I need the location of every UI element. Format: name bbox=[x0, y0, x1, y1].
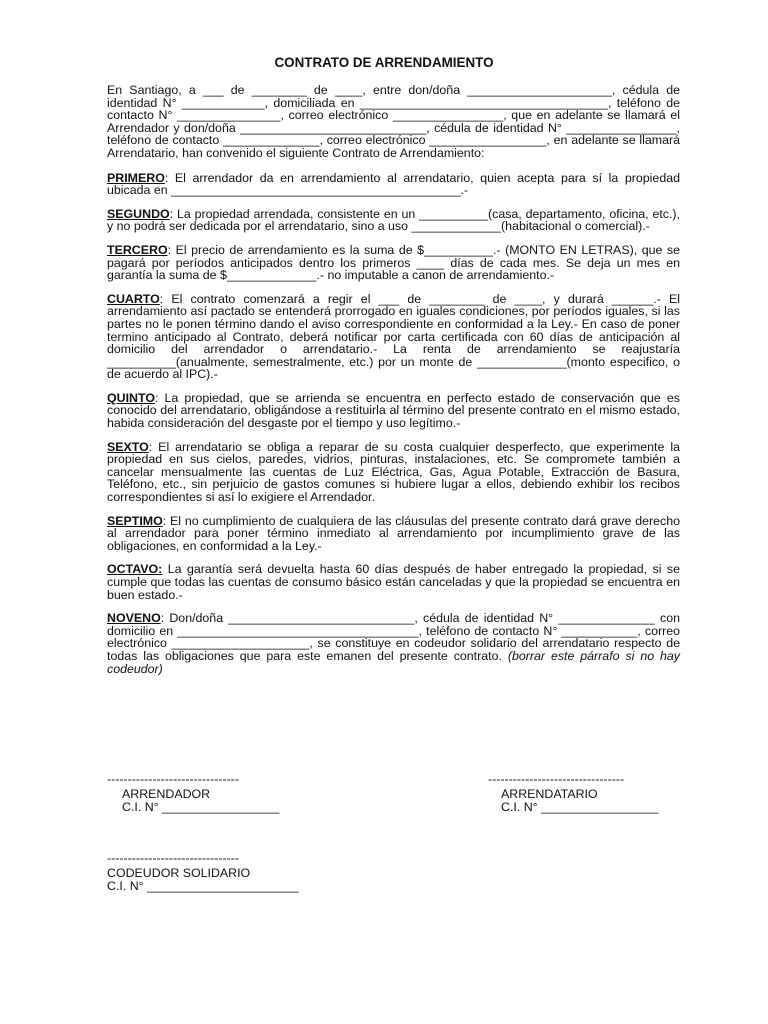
clause-octavo bbox=[107, 563, 680, 601]
clause-text: La garantía será devuelta hasta 60 días después de haber entregado la propiedad, si se cumple que todas las cuentas de consumo básico están canceladas y que la propiedad se encuentra en buen estado.- bbox=[107, 562, 680, 602]
signature-label: ARRENDATARIO bbox=[501, 787, 598, 801]
clause-tercero bbox=[107, 244, 680, 282]
clause-noveno bbox=[107, 612, 680, 675]
clause-heading: NOVENO bbox=[107, 611, 161, 626]
clause-text: : El arrendatario se obliga a reparar de su costa cualquier desperfecto, que experimente la propiedad en sus cielos, paredes, vidrios, pinturas, instalaciones, etc. Se compromete también a cancelar mensualmente las cuentas de Luz Eléctrica, Gas, Agua Potable, Extracción de Basura, Teléfono, etc., sin perjuicio de gastos comunes si hubiere lugar a ellos, debiendo exhibir los recibos correspondientes si así lo exigiere el Arrendador. bbox=[107, 439, 680, 505]
clause-heading: CUARTO bbox=[107, 291, 160, 306]
clause-segundo bbox=[107, 208, 680, 233]
clause-heading: QUINTO bbox=[107, 390, 155, 405]
clause-heading: SEPTIMO bbox=[107, 513, 163, 528]
signature-ci: C.I. N° _________________ bbox=[501, 800, 659, 814]
clause-text: : La propiedad arrendada, consistente en un __________(casa, departamento, oficina, etc.), y no podrá ser dedicada por el arrendatario, sino a uso _____________(habitacional o comercial).- bbox=[107, 206, 680, 234]
document-title: CONTRATO DE ARRENDAMIENTO bbox=[274, 55, 494, 70]
clause-primero bbox=[107, 172, 680, 197]
clause-septimo bbox=[107, 515, 680, 553]
clause-heading: SEGUNDO bbox=[107, 206, 170, 221]
codeudor-note: (borrar este párrafo si no hay codeudor) bbox=[107, 648, 680, 676]
clause-text: : El no cumplimiento de cualquiera de las cláusulas del presente contrato dará grave derecho al arrendador para poner término inmediato al arrendamiento por incumplimiento grave de las obligaciones, en conformidad a la Ley.- bbox=[107, 513, 680, 553]
signature-line: --------------------------------- bbox=[488, 772, 625, 786]
clause-text: : El contrato comenzará a regir el ___ de ________ de ____, y durará ______.- El arrendamiento así pactado se entenderá prorrogado en iguales condiciones, por períodos iguales, si las partes no le ponen término dando el aviso correspondiente en conformidad a la Ley.- En caso de poner termino anticipado al Contrato, deberá notificar por carta certificada con 60 días de anticipación al domicilio del arrendador o arrendatario.- La renta de arrendamiento se reajustaría __________(anualmente, semestralmente, etc.) por un monte de _____________(monto especifico, o de acuerdo al IPC).- bbox=[107, 291, 680, 382]
signature-line: -------------------------------- bbox=[107, 851, 240, 865]
signature-label: CODEUDOR SOLIDARIO bbox=[107, 866, 251, 880]
contract-body bbox=[107, 84, 680, 686]
clause-heading: SEXTO bbox=[107, 439, 149, 454]
clause-heading: TERCERO bbox=[107, 242, 168, 257]
signature-line: -------------------------------- bbox=[107, 772, 240, 786]
clause-quinto bbox=[107, 392, 680, 430]
intro-paragraph: En Santiago, a ___ de ________ de ____, entre don/doña _____________________, cédula de identidad N° ____________, domiciliada en ____________________________________, teléfono de contacto N° _______________, correo electrónico ________________, que en adelante se llamará el Arrendador y don/doña ___________________________, cédula de identidad N° ________________, teléfono de contacto ______________, correo electrónico _________________, en adelante se llamará Arrendatario, han convenido el siguiente Contrato de Arrendamiento: bbox=[107, 83, 680, 160]
signature-label: ARRENDADOR bbox=[122, 787, 211, 801]
signature-ci: C.I. N° _________________ bbox=[122, 800, 280, 814]
clause-sexto bbox=[107, 441, 680, 504]
clause-heading: OCTAVO: bbox=[107, 562, 163, 577]
signature-arrendador bbox=[107, 773, 279, 814]
signature-arrendatario bbox=[488, 773, 658, 814]
clause-text: : El arrendador da en arrendamiento al arrendatario, quien acepta para sí la propiedad ubicada en __________________________________________.- bbox=[107, 170, 680, 198]
clause-text: : El precio de arrendamiento es la suma de $__________.- (MONTO EN LETRAS), que se pagará por períodos anticipados dentro los primeros ____ días de cada mes. Se deja un mes en garantía la suma de $_____________.- no imputable a canon de arrendamiento.- bbox=[107, 242, 680, 283]
clause-heading: PRIMERO bbox=[107, 170, 165, 185]
signature-ci: C.I. N° ______________________ bbox=[107, 879, 299, 893]
clause-text: : La propiedad, que se arrienda se encuentra en perfecto estado de conservación que es conocido del arrendatario, obligándose a restituirla al término del presente contrato en el mismo estado, habida consideración del desgaste por el tiempo y uso legítimo.- bbox=[107, 390, 680, 431]
clause-text: : Don/doña ___________________________, cédula de identidad N° ______________ con domicilio en ___________________________________, teléfono de contacto N° ___________, correo electrónico ____________________, se constituye en codeudor solidario del arrendatario respecto de todas las obligaciones que para este emanen del presente contrato. bbox=[107, 611, 680, 663]
signature-codeudor bbox=[107, 852, 299, 893]
clause-cuarto bbox=[107, 293, 680, 381]
